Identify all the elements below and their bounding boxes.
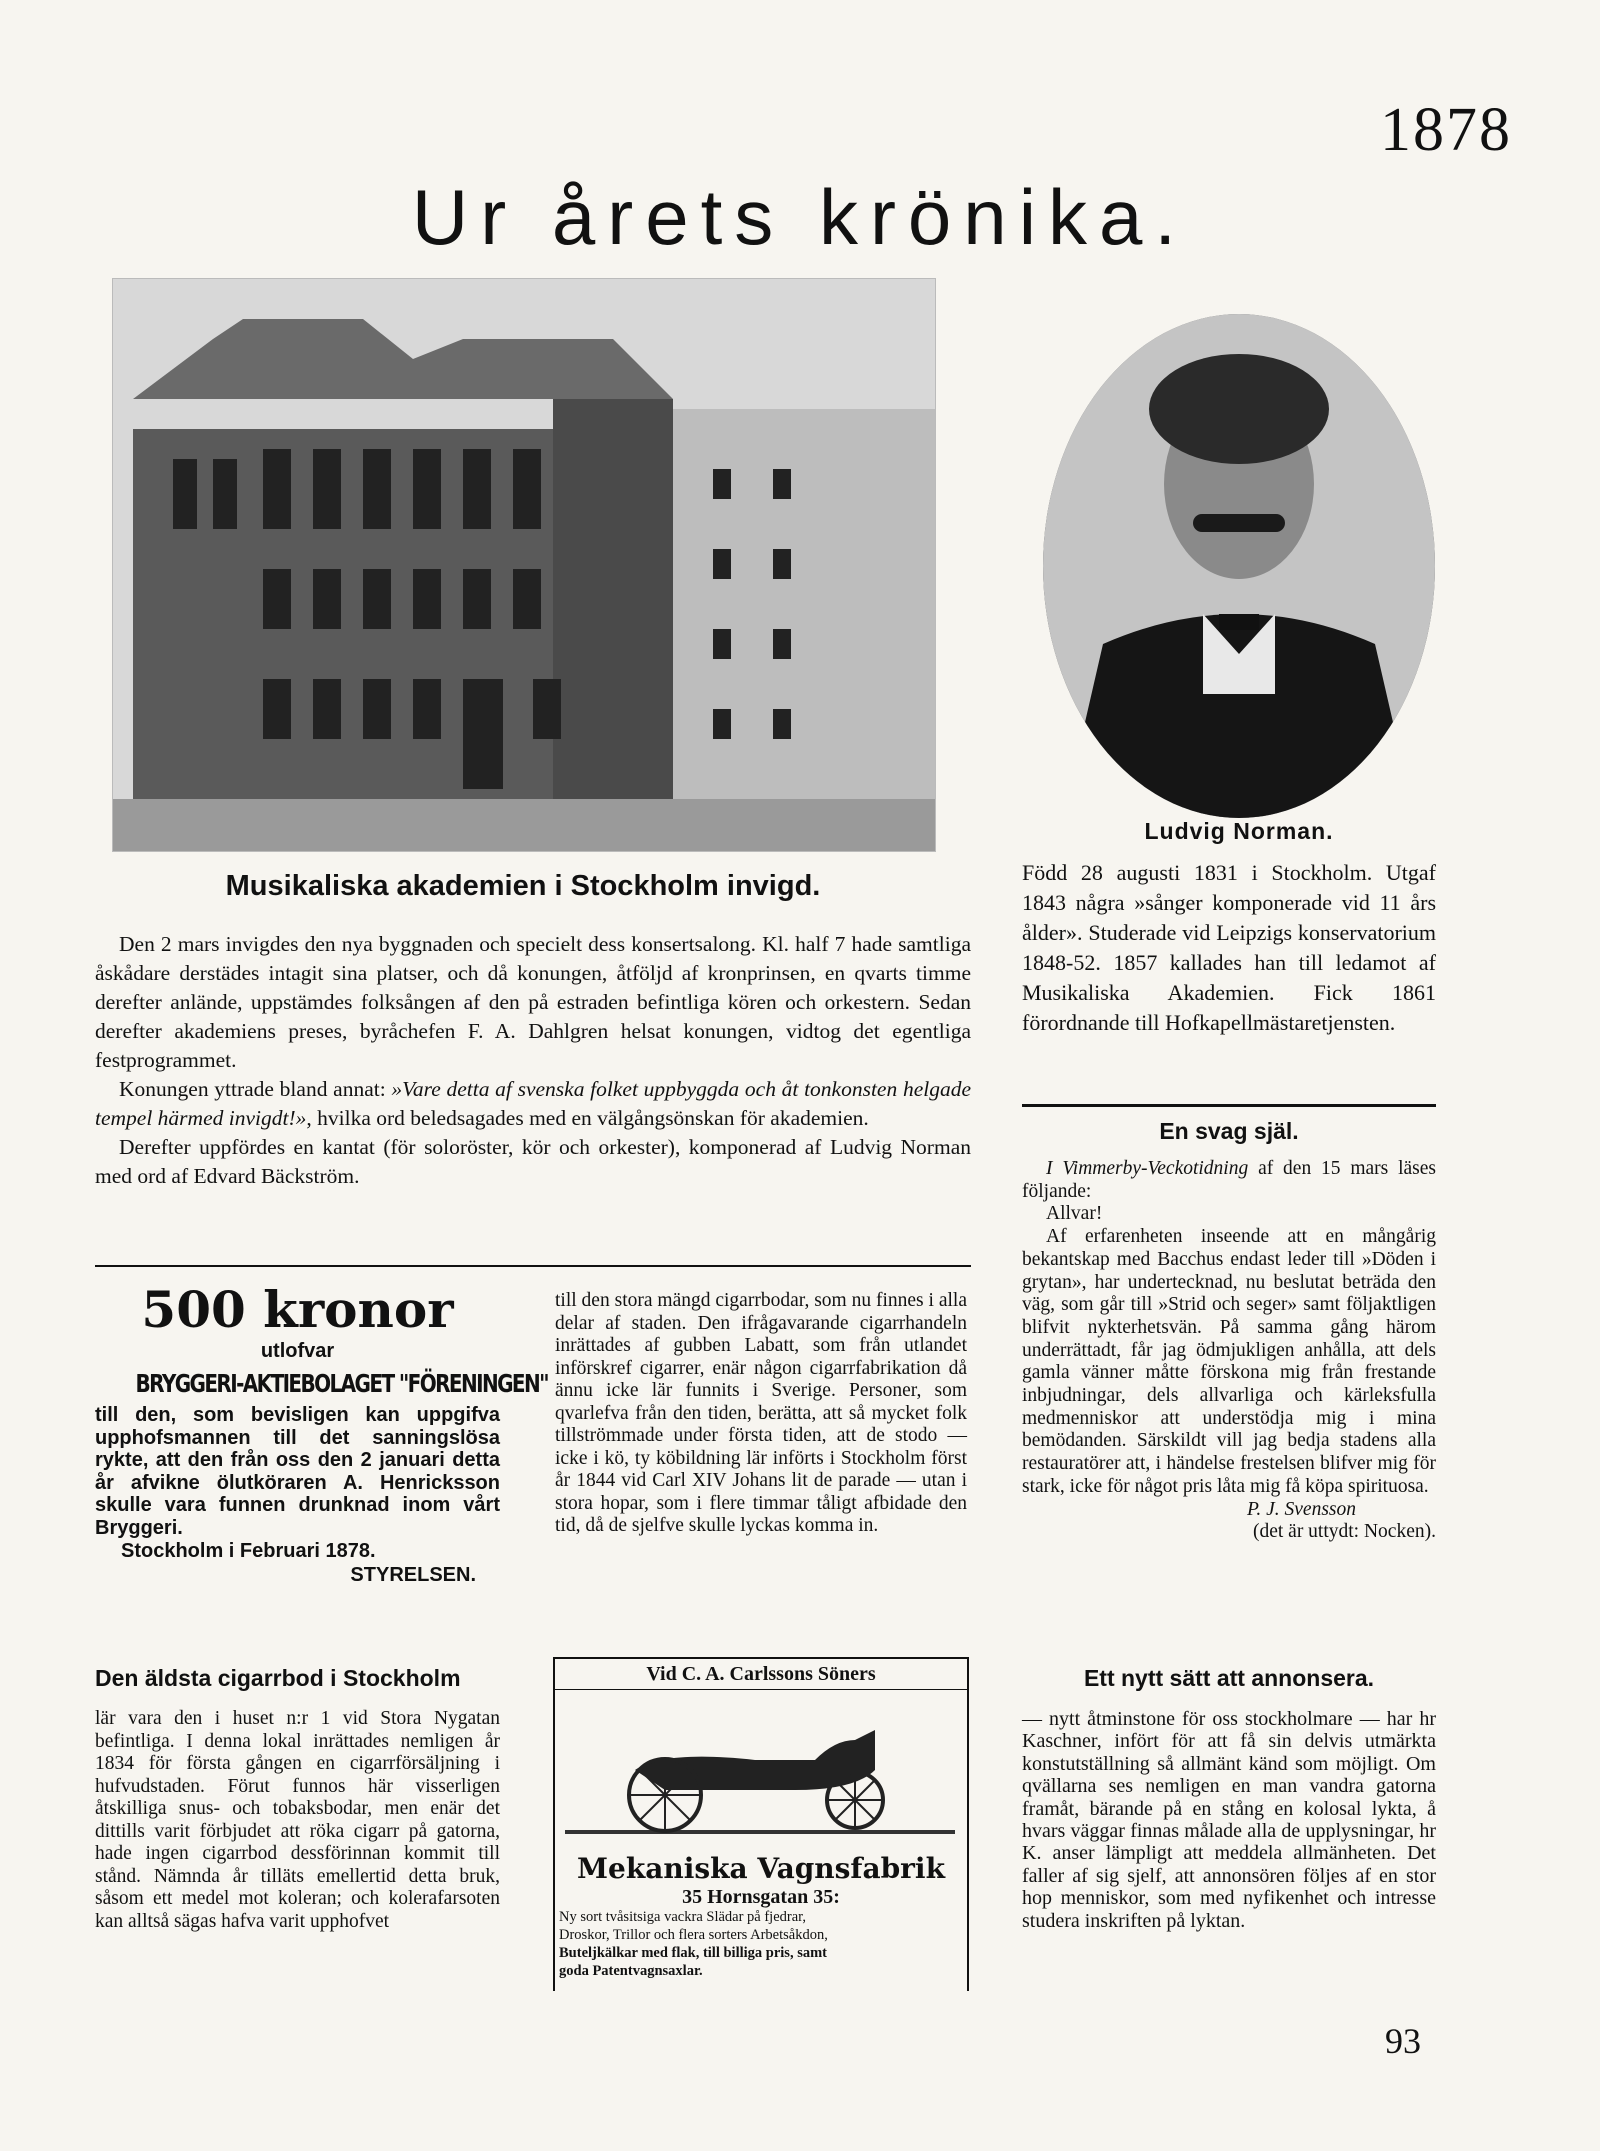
- ludvig-norman-portrait: [1043, 314, 1435, 818]
- norman-name: Ludvig Norman.: [1144, 818, 1334, 844]
- ad500-sub: utlofvar: [260, 1340, 335, 1362]
- svag-heading: En svag själ.: [1159, 1118, 1299, 1144]
- vagn-line1: Ny sort tvåsitsiga vackra Slädar på fjedrar,: [559, 1909, 807, 1925]
- divider-norman: [1022, 1104, 1436, 1107]
- svag-allvar: Allvar!: [1046, 1203, 1103, 1225]
- svag-source: I Vimmerby-Veckotidning: [1046, 1158, 1249, 1179]
- carriage-illustration: [555, 1700, 963, 1850]
- page-title: Ur årets krönika.: [411, 173, 1189, 261]
- svag-signature-note: (det är uttydt: Nocken).: [1252, 1521, 1436, 1543]
- ad-vagnsfabrik: [553, 1657, 969, 1991]
- musik-p3: Derefter uppfördes en kantat (för soloröster, kör och orkester), komponerad af Ludvig Norman med ord af Edvard Bäckström.: [95, 1135, 971, 1188]
- vagn-top: Vid C. A. Carlssons Söners: [555, 1659, 967, 1690]
- ad500-company: BRYGGERI-AKTIEBOLAGET "FÖRENINGEN": [135, 1369, 548, 1398]
- annons-heading: Ett nytt sätt att annonsera.: [1083, 1665, 1375, 1691]
- year-heading: 1878: [1380, 96, 1512, 164]
- musik-quote: »Vare detta af svenska folket uppbyggda och åt tonkonsten helgade tempel härmed invigdt!»: [95, 1077, 971, 1130]
- vagn-lines: [555, 1908, 967, 1980]
- ad500-headline: 500 kronor: [141, 1280, 454, 1339]
- svag-article: [1022, 1158, 1436, 1544]
- musik-p2a: Konungen yttrade bland annat:: [119, 1077, 392, 1101]
- cigar-body: lär vara den i huset n:r 1 vid Stora Nygatan befintliga. I denna lokal inrättades nemligen år 1834 för första gången en cigarrförsäljning i hufvudstaden. Förut funnos här visserligen åtskilliga snus- och tobaksbodar, men enär det dittills varit förbjudet att röka cigarr på gatorna, hade ingen cigarrbod dessförinnan kommit till stånd. Nämnda år tilläts emellertid detta bruk, såsom ett medel mot koleran; och kolerafarsoten kan alltså sägas hafva varit upphofvet: [95, 1708, 500, 1932]
- svag-body: Af erfarenheten inseende att en mångårig bekantskap med Bacchus endast leder till »Döden i grytan», har undertecknad, nu beslutat beträda den väg, som går till »Strid och seger» samt följaktligen blifvit nykterhetsvän. På samma gång härom underrättadt, får jag ödmjukligen anhålla, att dels gamla vänner måtte förskona mig från frestande inbjudningar, dels allvarliga och kärleksfulla medmenniskor att understödja mig i mina bemödanden. Särskildt vill jag bedja stadens alla restauratörer att, i händelse frestelsen blifver mig för stark, icke för något pris låta mig få köpa spirituosa.: [1022, 1226, 1436, 1497]
- vagn-name: Mekaniska Vagnsfabrik: [577, 1852, 945, 1885]
- vagn-line2: Droskor, Trillor och flera sorters Arbetsåkdon,: [559, 1927, 828, 1943]
- musik-p2b: , hvilka ord beledsagades med en välgångsönskan för akademien.: [306, 1106, 869, 1130]
- musik-article: [95, 930, 971, 1191]
- ad-500-kronor: [95, 1280, 548, 1587]
- ad500-sign: STYRELSEN.: [350, 1564, 476, 1586]
- cigar-continuation: till den stora mängd cigarrbodar, som nu finnes i alla delar af staden. Den ifrågavarande cigarrhandeln inrättades af gubben Labatt, som från utlandet införskref cigarrer, enär någon cigarrfabrikation då ännu icke lär funnits i Sverige. Personer, som qvarlefva från den tiden, berätta, att så mycket folk tillströmmade under första tiden, att de stodo — icke i kö, ty köbildning lär införts i Stockholm först år 1844 vid Carl XIV Johans lit de parade — utan i stora hopar, som i flere timmar tåligt afbidade den tid, då de sjelfve skulle lyckas komma in.: [555, 1290, 967, 1536]
- building-photo: [112, 278, 936, 852]
- svag-signature: P. J. Svensson: [1246, 1498, 1356, 1520]
- norman-bio: Född 28 augusti 1831 i Stockholm. Utgaf 1843 några »sånger komponerade vid 11 års ålder». Studerade vid Leipzigs konservatorium 1848-52. 1857 kallades han till ledamot af Musikaliska Akademien. Fick 1861 förordnande till Hofkapellmästaretjensten.: [1022, 860, 1436, 1035]
- vagn-line3: Buteljkälkar med flak, till billiga pris, samt: [559, 1945, 828, 1961]
- divider-main: [95, 1265, 971, 1267]
- vagn-line4: goda Patentvagnsaxlar.: [559, 1963, 703, 1979]
- musik-p2: [95, 1075, 971, 1133]
- annons-body: — nytt åtminstone för oss stockholmare — har hr Kaschner, infört för att få sin delvis utmärkta konstutställning så allmänt känd som möjligt. Om qvällarna ses nemligen en man vandra gatorna framåt, bärande på en stång en kolosal lykta, å hvars väggar finnas målade alla de upplysningar, hr K. anser lämpligt att meddela allmänheten. Det faller af sig sjelf, att annonsören följes af en stor hop menniskor, som med nyfikenhet och intresse studera inskriften på lyktan.: [1022, 1708, 1436, 1932]
- cigar-heading: Den äldsta cigarrbod i Stockholm: [95, 1665, 461, 1691]
- ad500-place: Stockholm i Februari 1878.: [121, 1540, 376, 1562]
- svag-intro: af den 15 mars läses följande:: [1022, 1158, 1436, 1202]
- page-number: 93: [1385, 2021, 1421, 2061]
- musik-p1: Den 2 mars invigdes den nya byggnaden och specielt dess konsertsalong. Kl. half 7 hade samtliga åskådare derstädes intagit sina platser, och då konungen, åtföljd af kronprinsen, en qvarts timme derefter anlände, uppstämdes folksången af den på estraden befintliga kören och orkestern. Sedan derefter akademiens preses, byråchefen F. A. Dahlgren helsat konungen, vidtog det egentliga festprogrammet.: [95, 932, 971, 1072]
- vagn-address: 35 Hornsgatan 35:: [682, 1886, 840, 1908]
- ad500-body: till den, som bevisligen kan uppgifva upphofsmannen till det sanningslösa rykte, att den från oss den 2 januari detta år afvikne ölutköraren A. Henricksson skulle vara funnen drunknad inom vårt Bryggeri.: [95, 1404, 500, 1539]
- musik-heading: Musikaliska akademien i Stockholm invigd.: [225, 870, 821, 902]
